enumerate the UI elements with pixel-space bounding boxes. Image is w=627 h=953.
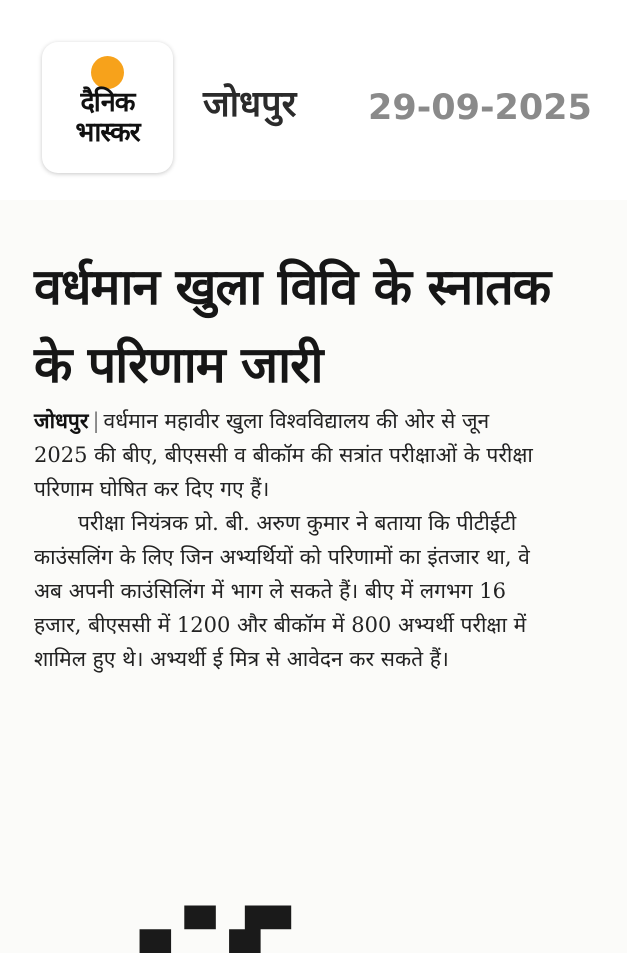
dainik-bhaskar-logo bbox=[42, 42, 173, 173]
logo-text-line2: भास्कर bbox=[75, 117, 140, 148]
dateline-separator: | bbox=[92, 409, 100, 433]
paragraph-1-text: वर्धमान महावीर खुला विश्वविद्यालय की ओर से जून 2025 की बीए, बीएससी व बीकॉम की सत्रांत परीक्षाओं के परीक्षा परिणाम घोषित कर दिए गए हैं। bbox=[34, 409, 533, 501]
article-paragraph-2: परीक्षा नियंत्रक प्रो. बी. अरुण कुमार ने बताया कि पीटीईटी काउंसलिंग के लिए जिन अभ्यर्थियों को परिणामों का इंतजार था, वे अब अपनी काउंसिलिंग में भाग ले सकते हैं। बीए में लगभग 16 हजार, बीएससी में 1200 और बीकॉम में 800 अभ्यर्थी परीक्षा में शामिल हुए थे। अभ्यर्थी ई मित्र से आवेदन कर सकते हैं। bbox=[34, 511, 530, 671]
article-body bbox=[34, 404, 544, 676]
logo-text-line1: दैनिक bbox=[80, 87, 135, 118]
edition-date: 29-09-2025 bbox=[368, 88, 592, 128]
edition-city: जोधपुर bbox=[203, 84, 297, 125]
next-article-fragment: ▄ ▀ ▟▀ bbox=[140, 907, 291, 953]
article-paragraph-1 bbox=[34, 404, 544, 506]
article-headline: वर्धमान खुला विवि के स्नातक के परिणाम जारी bbox=[34, 258, 551, 394]
newspaper-header bbox=[0, 0, 627, 200]
article-dateline: जोधपुर bbox=[34, 409, 89, 433]
sun-logo-icon bbox=[91, 56, 124, 89]
